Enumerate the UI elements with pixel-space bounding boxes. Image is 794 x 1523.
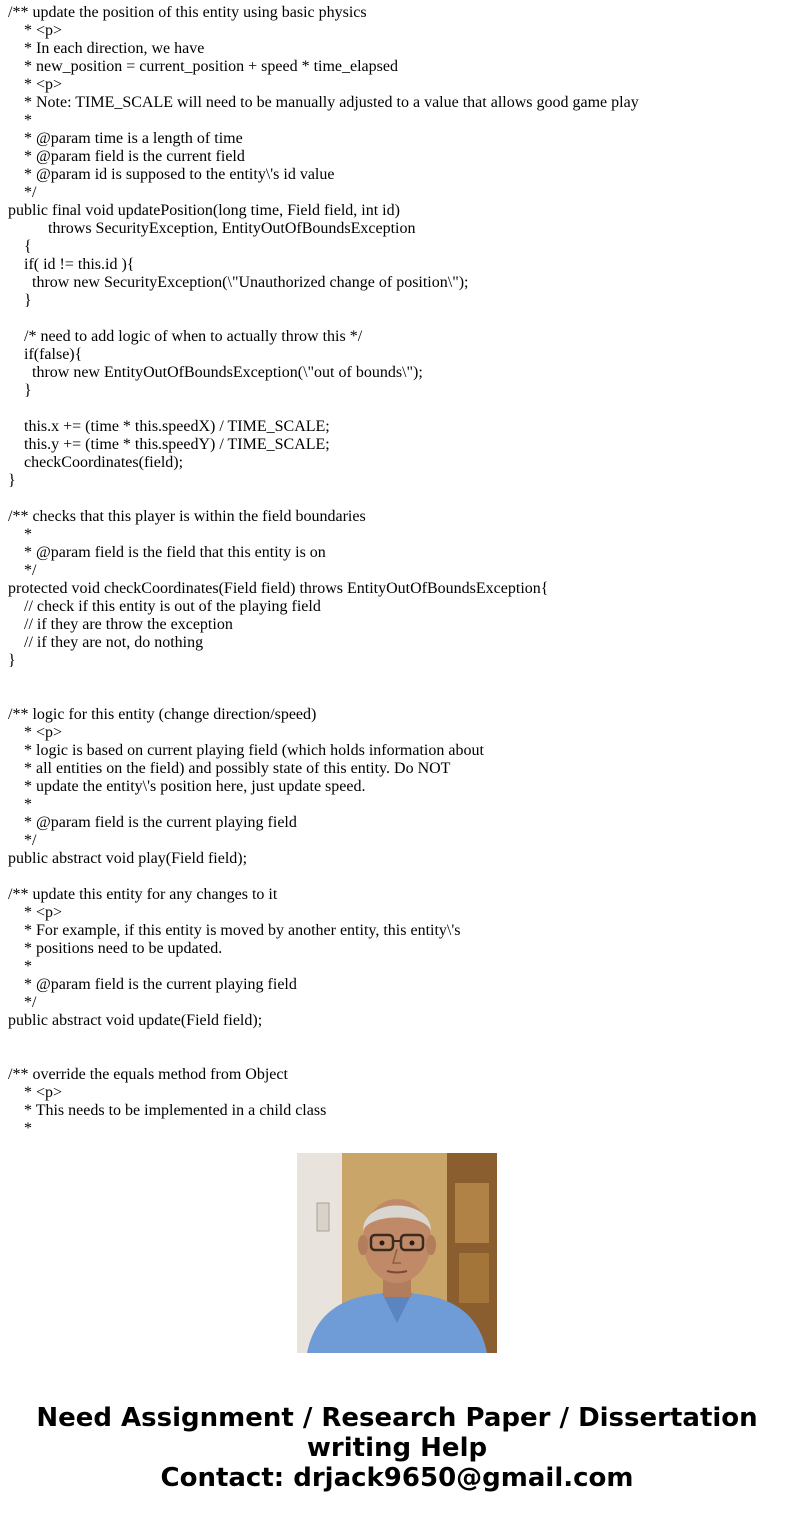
code-listing xyxy=(8,4,788,1137)
code-line: * @param time is a length of time xyxy=(8,130,243,147)
code-line: * <p> xyxy=(8,1084,63,1101)
code-line: */ xyxy=(8,994,37,1011)
code-line: */ xyxy=(8,832,37,849)
code-line xyxy=(8,688,788,706)
banner-line-writing: writing Help xyxy=(306,1433,488,1463)
code-line: { xyxy=(8,238,32,255)
code-line: * xyxy=(8,112,32,129)
code-line: * @param field is the current playing field xyxy=(8,814,297,831)
code-line: this.x += (time * this.speedX) / TIME_SCALE; xyxy=(8,418,330,435)
code-line: * @param field is the field that this entity is on xyxy=(8,544,326,561)
code-line: * positions need to be updated. xyxy=(8,940,223,957)
banner-line-contact: Contact: drjack9650@gmail.com xyxy=(160,1463,634,1493)
code-line: } xyxy=(8,292,32,309)
code-line: // if they are throw the exception xyxy=(8,616,233,633)
code-line: * logic is based on current playing field (which holds information about xyxy=(8,742,484,759)
code-line xyxy=(8,670,788,688)
code-line: * @param field is the current playing field xyxy=(8,976,297,993)
code-line: */ xyxy=(8,184,37,201)
banner-line-help: Need Assignment / Research Paper / Dissertation xyxy=(36,1403,758,1433)
code-line: * <p> xyxy=(8,22,63,39)
code-line: /* need to add logic of when to actually throw this */ xyxy=(8,328,363,345)
code-line: * xyxy=(8,526,32,543)
code-line: * all entities on the field) and possibly state of this entity. Do NOT xyxy=(8,760,451,777)
code-line: if( id != this.id ){ xyxy=(8,256,135,273)
code-line: * For example, if this entity is moved by another entity, this entity\'s xyxy=(8,922,461,939)
code-line xyxy=(8,400,788,418)
code-line: * <p> xyxy=(8,724,63,741)
code-line: public abstract void play(Field field); xyxy=(8,850,248,867)
code-line: // check if this entity is out of the playing field xyxy=(8,598,321,615)
code-line: this.y += (time * this.speedY) / TIME_SCALE; xyxy=(8,436,330,453)
code-line: * new_position = current_position + speed * time_elapsed xyxy=(8,58,398,75)
code-line: throw new EntityOutOfBoundsException(\"out of bounds\"); xyxy=(8,364,423,381)
code-line xyxy=(8,490,788,508)
code-line: * xyxy=(8,1120,32,1137)
code-line: /** logic for this entity (change direction/speed) xyxy=(8,706,317,723)
code-line: * @param field is the current field xyxy=(8,148,245,165)
code-line: throw new SecurityException(\"Unauthorized change of position\"); xyxy=(8,274,469,291)
code-line: * xyxy=(8,796,32,813)
code-line: * This needs to be implemented in a child class xyxy=(8,1102,327,1119)
code-line: * update the entity\'s position here, just update speed. xyxy=(8,778,366,795)
person-portrait-icon xyxy=(297,1153,497,1353)
code-line: checkCoordinates(field); xyxy=(8,454,184,471)
code-line xyxy=(8,310,788,328)
code-line: // if they are not, do nothing xyxy=(8,634,204,651)
code-line: * <p> xyxy=(8,76,63,93)
code-line xyxy=(8,868,788,886)
code-line: * Note: TIME_SCALE will need to be manually adjusted to a value that allows good game play xyxy=(8,94,639,111)
code-line: public final void updatePosition(long time, Field field, int id) xyxy=(8,202,400,219)
code-line: * @param id is supposed to the entity\'s id value xyxy=(8,166,335,183)
code-line: } xyxy=(8,382,32,399)
code-line: public abstract void update(Field field); xyxy=(8,1012,263,1029)
code-line: if(false){ xyxy=(8,346,83,363)
code-line: /** update this entity for any changes to it xyxy=(8,886,278,903)
code-line: * In each direction, we have xyxy=(8,40,205,57)
code-line: /** checks that this player is within the field boundaries xyxy=(8,508,366,525)
code-line xyxy=(8,1030,788,1048)
code-line: } xyxy=(8,652,16,669)
code-line: */ xyxy=(8,562,37,579)
code-line: throws SecurityException, EntityOutOfBoundsException xyxy=(8,220,416,237)
code-line xyxy=(8,1048,788,1066)
code-line: } xyxy=(8,472,16,489)
contact-banner xyxy=(0,1403,794,1493)
code-line: /** update the position of this entity using basic physics xyxy=(8,4,367,21)
code-line: * <p> xyxy=(8,904,63,921)
code-line: * xyxy=(8,958,32,975)
code-line: protected void checkCoordinates(Field field) throws EntityOutOfBoundsException{ xyxy=(8,580,549,597)
code-line: /** override the equals method from Object xyxy=(8,1066,288,1083)
author-photo xyxy=(297,1153,497,1353)
